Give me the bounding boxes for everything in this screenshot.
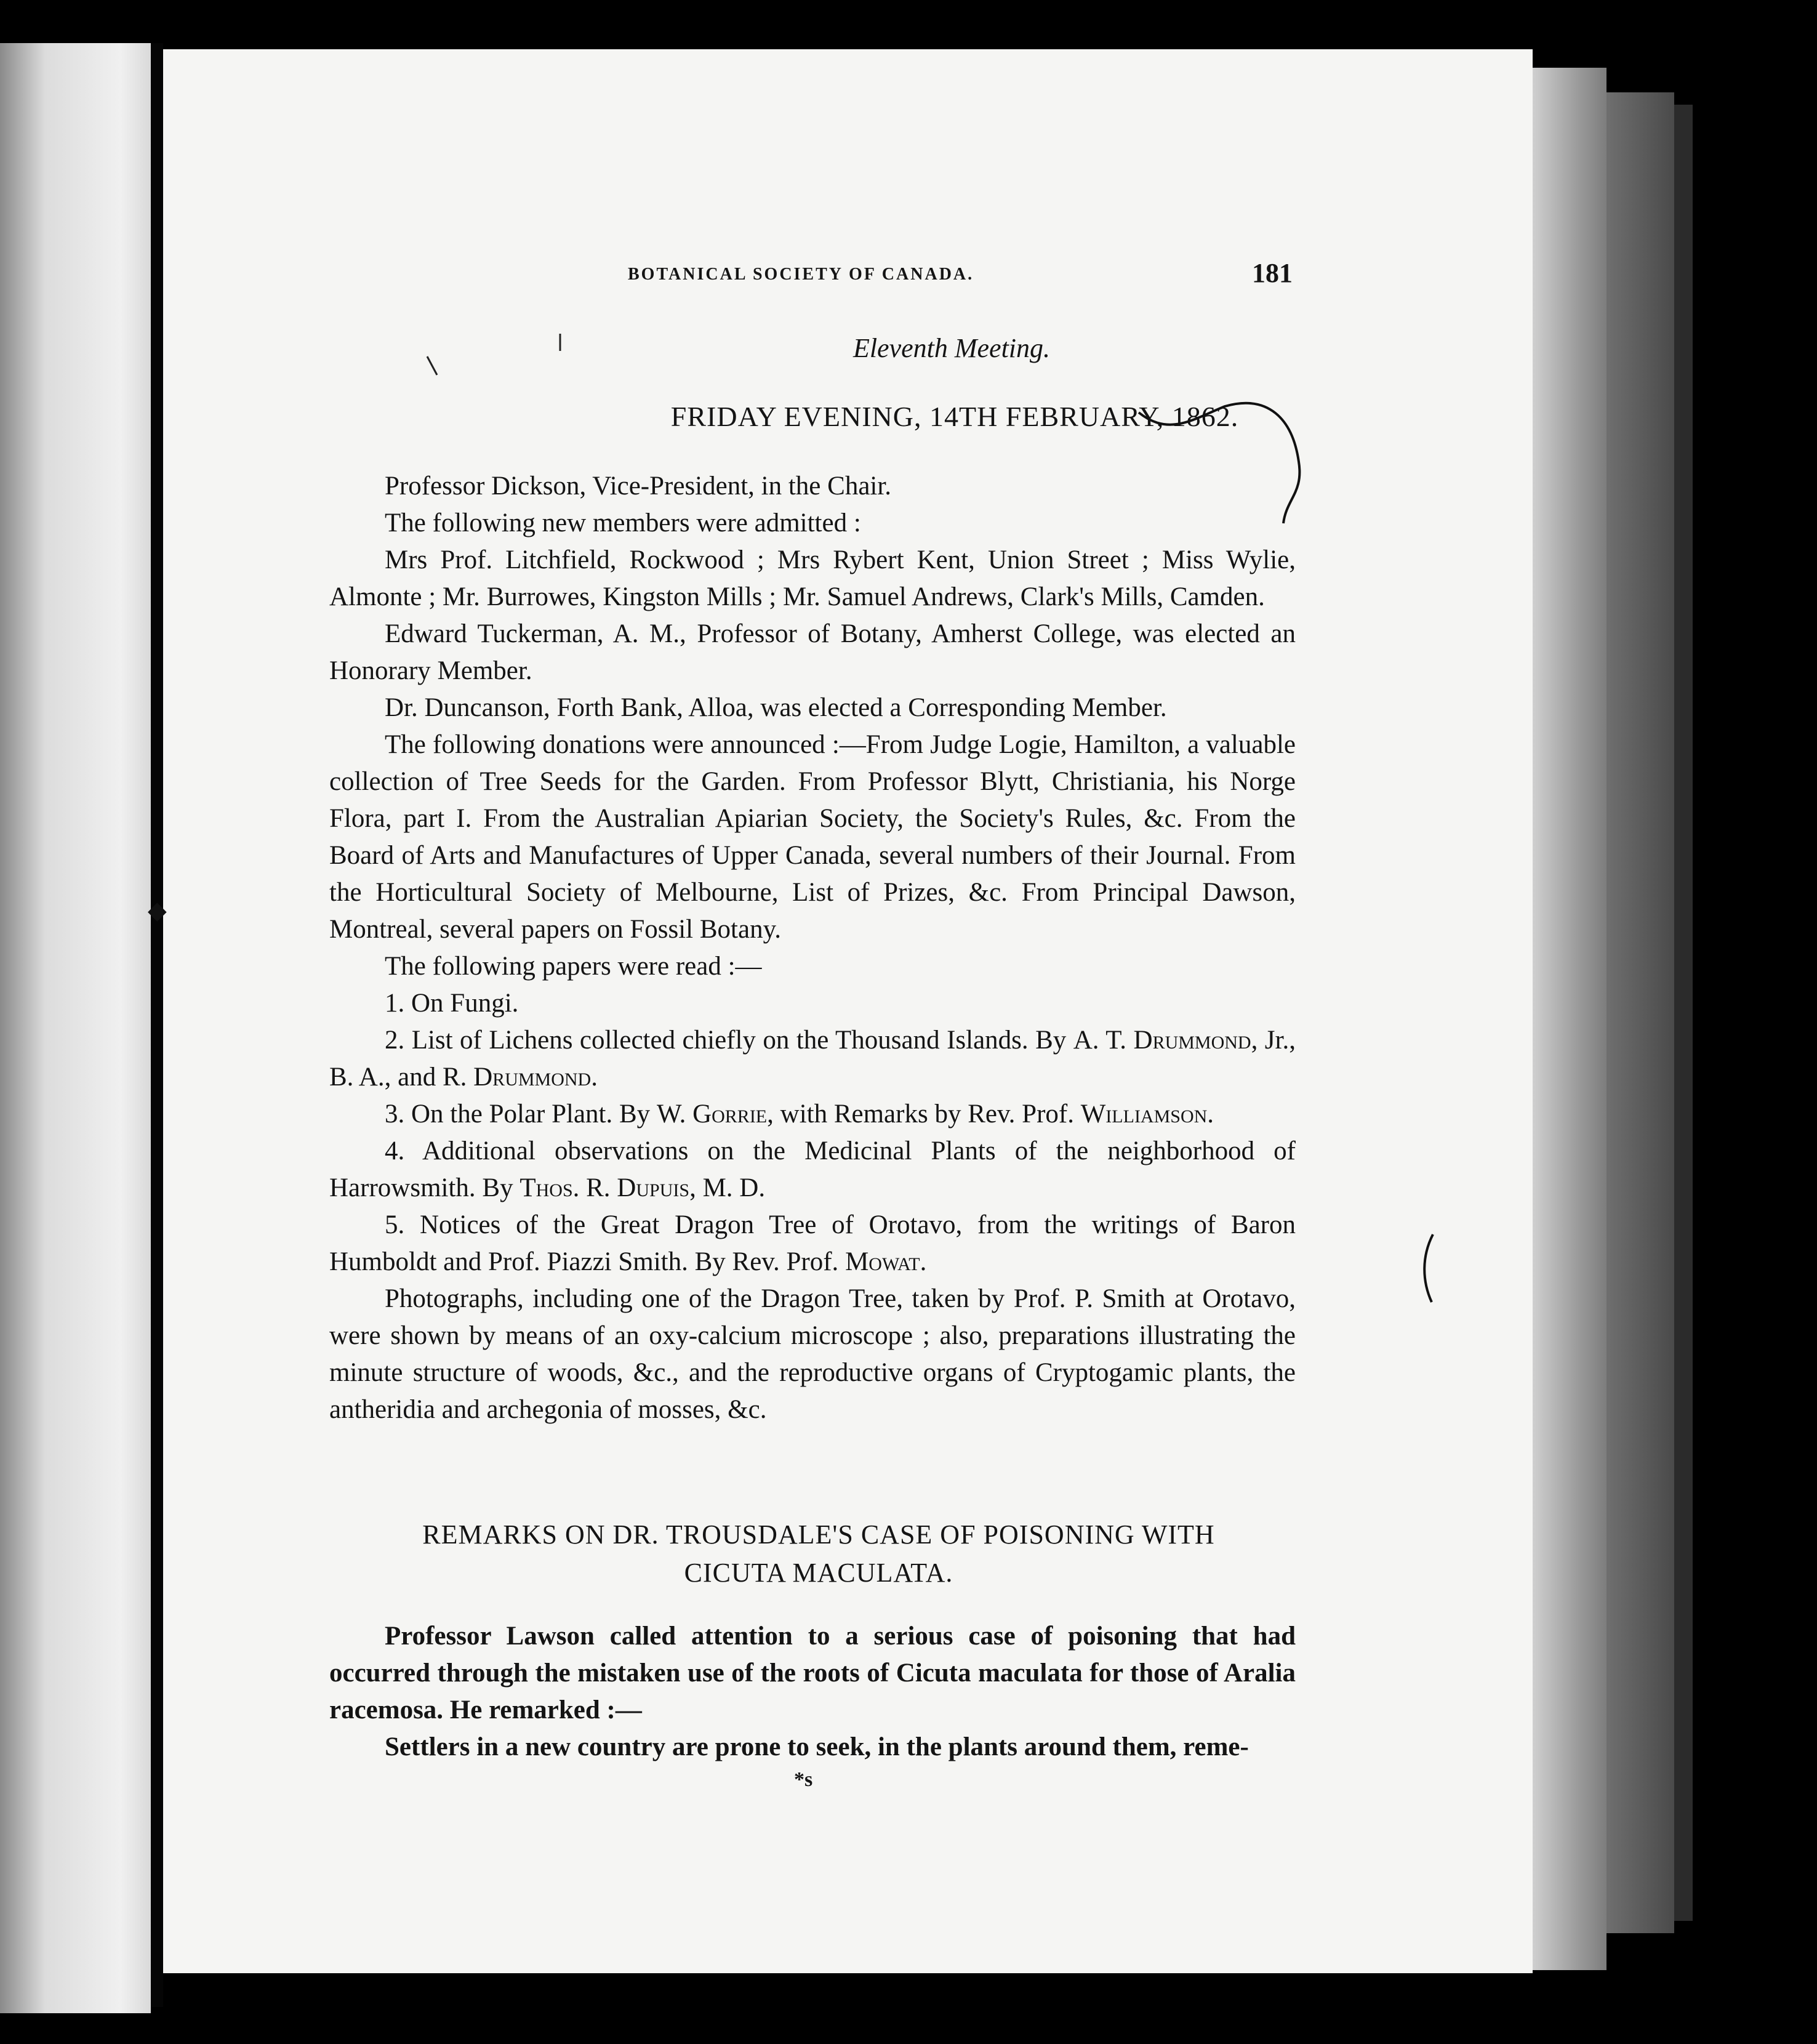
paper-text: , M. D. (689, 1173, 766, 1202)
donations-paragraph: The following donations were announced :—From Judge Logie, Hamilton, a valuable collection of Tree Seeds for the Garden. From Professor Blytt, Christiania, his Norge Flora, part I. From the Australian Apiarian Society, the Society's Rules, &c. From the Board of Arts and Manufactures of Upper Canada, several numbers of their Journal. From the Horticultural Society of Melbourne, List of Prizes, &c. From Principal Dawson, Montreal, several papers on Fossil Botany. (329, 730, 1296, 944)
paper-text: , with Remarks by Rev. Prof. (767, 1100, 1081, 1129)
paper-item-3 (329, 1096, 1296, 1133)
minutes-body (329, 468, 1296, 1428)
paper-item-4 (329, 1133, 1296, 1207)
papers-intro: The following papers were read :— (385, 952, 762, 981)
page-edge (1674, 105, 1693, 1921)
author-name: Williamson (1080, 1100, 1208, 1129)
paper-text: . (591, 1063, 598, 1092)
pencil-bracket (1416, 1231, 1440, 1305)
remarks-body (329, 1618, 1296, 1766)
paper-text: . (1207, 1100, 1214, 1129)
paper-text: , Jr., B. A., and (329, 1026, 1296, 1092)
author-name: R. Drummond (442, 1063, 592, 1092)
meeting-date: FRIDAY EVENING, 14TH FEBRUARY, 1862. (670, 401, 1239, 432)
corresponding-paragraph: Dr. Duncanson, Forth Bank, Alloa, was elected a Corresponding Member. (385, 693, 1167, 722)
paper-text: . (920, 1247, 927, 1276)
signature-mark: *s (794, 1768, 813, 1791)
running-head: BOTANICAL SOCIETY OF CANADA. (628, 265, 974, 284)
author-name: A. T. Drummond (1073, 1026, 1251, 1055)
paper-item-2 (329, 1022, 1296, 1096)
honorary-paragraph: Edward Tuckerman, A. M., Professor of Botany, Amherst College, was elected an Honorary Member. (329, 619, 1296, 685)
members-paragraph: Mrs Prof. Litchfield, Rockwood ; Mrs Rybert Kent, Union Street ; Miss Wylie, Almonte ; Mr. Burrowes, Kingston Mills ; Mr. Samuel Andrews, Clark's Mills, Camden. (329, 545, 1296, 611)
section-title-line: REMARKS ON DR. TROUSDALE'S CASE OF POISONING WITH (422, 1519, 1215, 1550)
paper-item-5 (329, 1207, 1296, 1281)
page-edge (1606, 92, 1674, 1933)
author-name: Thos. R. Dupuis (519, 1173, 690, 1202)
chair-paragraph: Professor Dickson, Vice-President, in the Chair. (385, 472, 892, 501)
author-name: Mowat (845, 1247, 920, 1276)
remarks-paragraph: Settlers in a new country are prone to seek, in the plants around them, reme- (385, 1732, 1249, 1761)
margin-mark: ◆ (148, 896, 167, 924)
author-name: W. Gorrie (656, 1100, 768, 1129)
remarks-paragraph: Professor Lawson called attention to a serious case of poisoning that had occurred through the mistaken use of the roots of Cicuta maculata for those of Aralia racemosa. He remarked :— (329, 1622, 1296, 1724)
page-header (628, 257, 1293, 294)
meeting-title: Eleventh Meeting. (852, 333, 1051, 363)
paper-text: 3. On the Polar Plant. By (385, 1100, 657, 1129)
paper-text: 4. Additional observations on the Medicinal Plants of the neighborhood of Harrowsmith. By (329, 1137, 1296, 1202)
paper-item-1: 1. On Fungi. (385, 989, 519, 1018)
paper-text: 2. List of Lichens collected chiefly on the Thousand Islands. By (385, 1026, 1073, 1055)
paper-text: 5. Notices of the Great Dragon Tree of Orotavo, from the writings of Baron Humboldt and Prof. Piazzi Smith. By Rev. Prof. (329, 1210, 1296, 1276)
photographs-paragraph: Photographs, including one of the Dragon Tree, taken by Prof. P. Smith at Orotavo, were shown by means of an oxy-calcium microscope ; also, preparations illustrating the minute structure of woods, &c., and the reproductive organs of Cryptogamic plants, the antheridia and archegonia of mosses, &c. (329, 1284, 1296, 1424)
section-title-line: CICUTA MACULATA. (684, 1558, 953, 1588)
page-number: 181 (1252, 258, 1293, 288)
section-title (345, 1516, 1293, 1592)
members-intro: The following new members were admitted : (385, 509, 861, 537)
